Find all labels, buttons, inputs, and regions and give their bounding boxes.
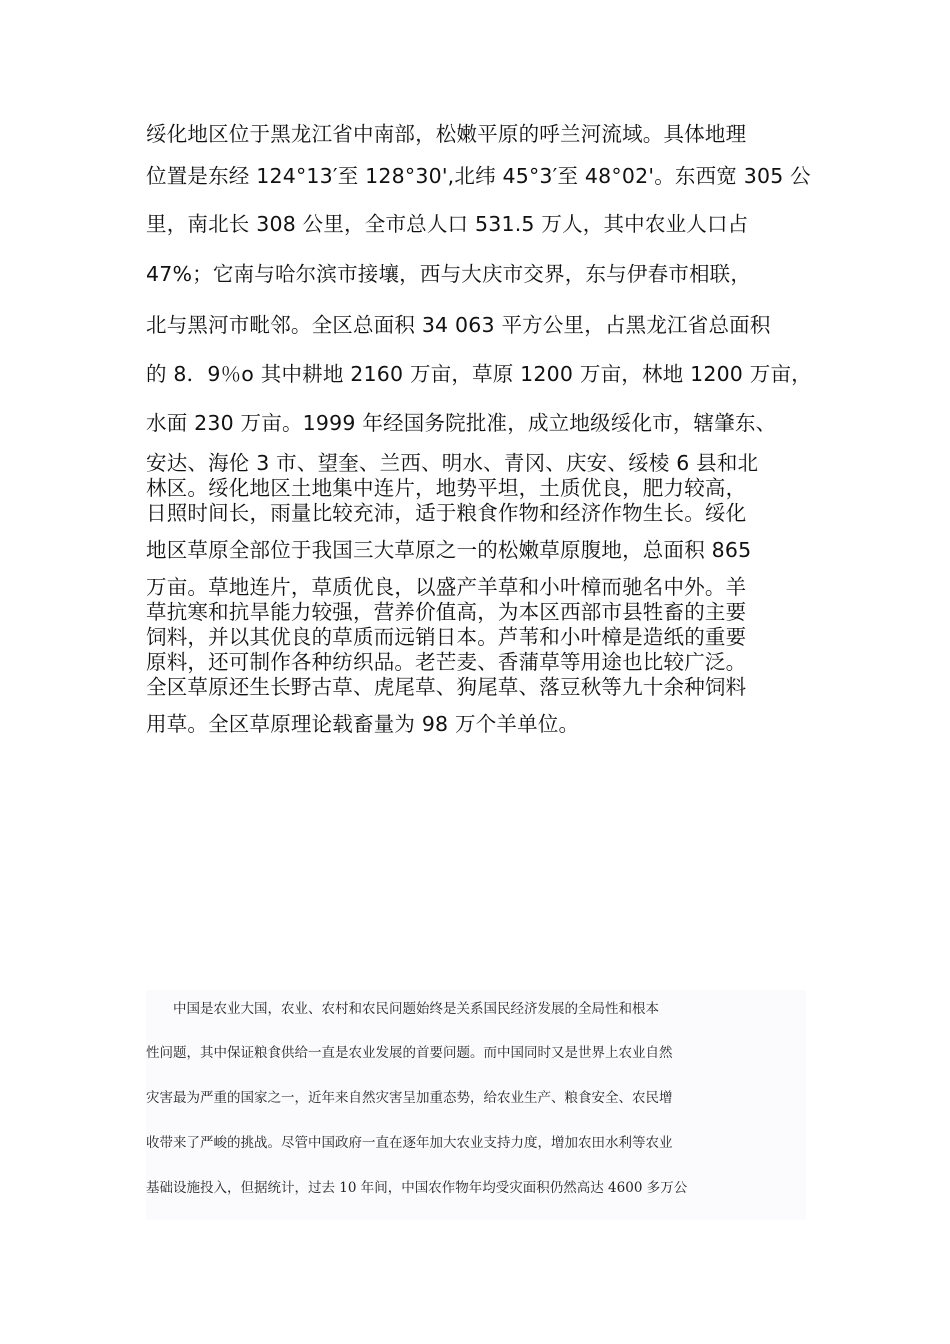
- text-line: 北与黑河市毗邻。全区总面积 34 063 平方公里，占黑龙江省总面积: [146, 313, 771, 337]
- text-line: 日照时间长，雨量比较充沛，适于粮食作物和经济作物生长。绥化: [146, 501, 747, 525]
- text-line: 性问题，其中保证粮食供给一直是农业发展的首要问题。而中国同时又是世界上农业自然: [146, 1045, 673, 1061]
- text-line: 万亩。草地连片，草质优良，以盛产羊草和小叶樟而驰名中外。羊: [146, 575, 747, 599]
- text-line: 饲料，并以其优良的草质而远销日本。芦苇和小叶樟是造纸的重要: [146, 625, 747, 649]
- paragraph-china-agriculture: [146, 990, 806, 1220]
- text-line: 地区草原全部位于我国三大草原之一的松嫩草原腹地，总面积 865: [146, 538, 752, 562]
- text-line: 里，南北长 308 公里，全市总人口 531.5 万人，其中农业人口占: [146, 212, 749, 236]
- text-line: 基础设施投入，但据统计，过去 10 年间，中国农作物年均受灾面积仍然高达 4600 多万公: [146, 1180, 688, 1196]
- text-line: 中国是农业大国，农业、农村和农民问题始终是关系国民经济发展的全局性和根本: [146, 1001, 659, 1017]
- text-line: 的 8．9％o 其中耕地 2160 万亩，草原 1200 万亩，林地 1200 万亩，: [146, 362, 812, 386]
- text-line: 用草。全区草原理论载畜量为 98 万个羊单位。: [146, 712, 580, 736]
- text-line: 草抗寒和抗旱能力较强，营养价值高，为本区西部市县牲畜的主要: [146, 600, 747, 624]
- text-line: 灾害最为严重的国家之一，近年来自然灾害呈加重态势，给农业生产、粮食安全、农民增: [146, 1090, 673, 1106]
- text-line: 原料，还可制作各种纺织品。老芒麦、香蒲草等用途也比较广泛。: [146, 650, 747, 674]
- text-line: 全区草原还生长野古草、虎尾草、狗尾草、落豆秋等九十余种饲料: [146, 675, 747, 699]
- text-line: 绥化地区位于黑龙江省中南部，松嫩平原的呼兰河流域。具体地理: [146, 122, 747, 146]
- text-line: 位置是东经 124°13′至 128°30',北纬 45°3′至 48°02'。东西宽 305 公: [146, 164, 811, 188]
- text-line: 水面 230 万亩。1999 年经国务院批准，成立地级绥化市，辖肇东、: [146, 411, 777, 435]
- text-line: 安达、海伦 3 市、望奎、兰西、明水、青冈、庆安、绥棱 6 县和北: [146, 451, 759, 475]
- text-line: 收带来了严峻的挑战。尽管中国政府一直在逐年加大农业支持力度，增加农田水利等农业: [146, 1135, 673, 1151]
- text-line: 林区。绥化地区土地集中连片，地势平坦，土质优良，肥力较高，: [146, 476, 747, 500]
- text-line: 47%；它南与哈尔滨市接壤，西与大庆市交界，东与伊春市相联，: [146, 262, 752, 286]
